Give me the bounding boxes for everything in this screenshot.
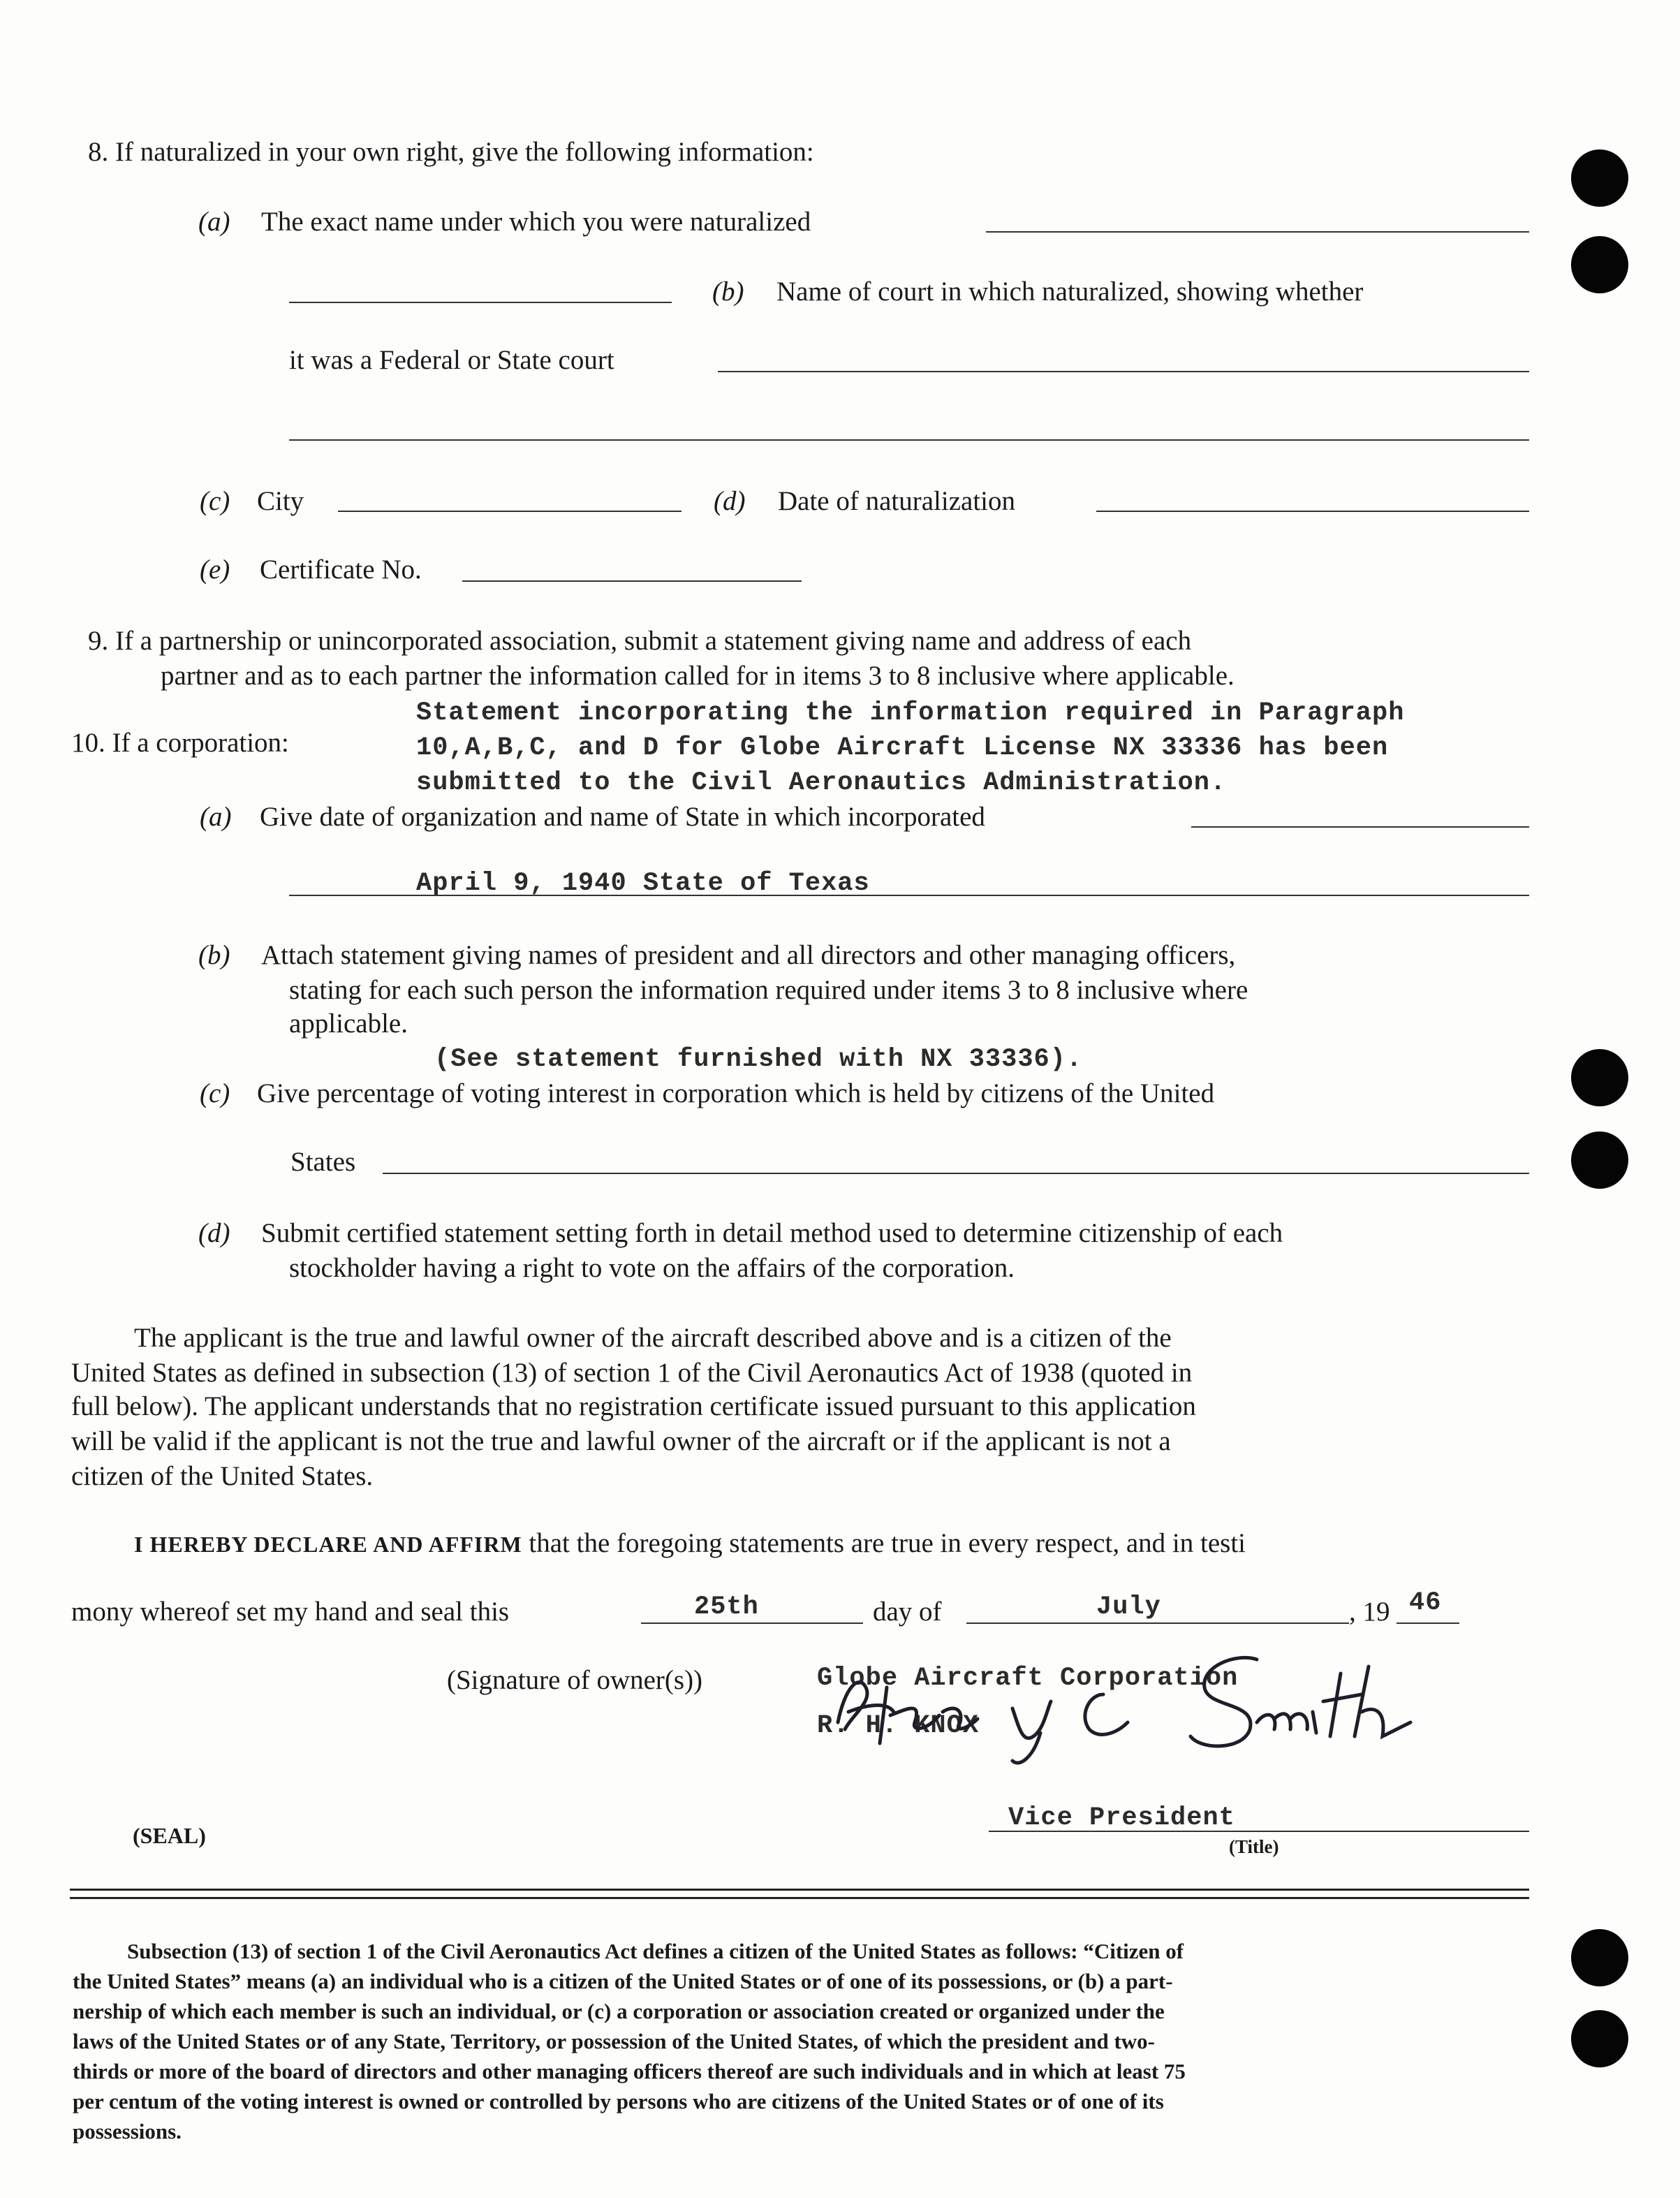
naturalized-name-field-cont[interactable] [289,302,672,303]
footnote-line7: possessions. [73,2119,182,2144]
item8-e-text: Certificate No. [260,555,422,585]
item10-c-line1: Give percentage of voting interest in corporation which is held by citizens of the United [257,1078,1215,1108]
footnote-line6: per centum of the voting interest is owned or controlled by persons who are citizens of the United States or of one of its [73,2089,1164,2113]
item10-b-line2: stating for each such person the information required under items 3 to 8 inclusive where [289,975,1248,1005]
item10-b-line3: applicable. [289,1009,408,1039]
month-value: July [1096,1592,1161,1622]
item10-b-label: (b) [198,940,230,970]
item8-a-text: The exact name under which you were naturalized [261,207,811,237]
item9-line2: partner and as to each partner the information called for in items 3 to 8 inclusive where applicable. [161,661,1235,691]
voting-percentage-field[interactable] [383,1173,1529,1174]
item8-d-label: (d) [714,486,746,516]
year-value: 46 [1409,1588,1442,1618]
signature-label: (Signature of owner(s)) [447,1665,703,1695]
footnote-line2: the United States” means (a) an individual who is a citizen of the United States or of one of its possessions, or (b) a part- [73,1969,1173,1993]
punch-hole [1571,1049,1628,1106]
declaration-line5: citizen of the United States. [71,1461,374,1491]
item10-c-label: (c) [200,1078,230,1108]
item10-a-text: Give date of organization and name of State in which incorporated [260,802,985,832]
declaration-line4: will be valid if the applicant is not the true and lawful owner of the aircraft or if the applicant is not a [71,1426,1171,1456]
item8-c-text: City [257,486,304,516]
item8-c-label: (c) [200,486,230,516]
footnote-line4: laws of the United States or of any State, Territory, or possession of the United States, of which the president and two- [73,2029,1155,2053]
punch-hole [1571,149,1628,207]
year-prefix: , 19 [1349,1597,1390,1627]
item10-typed-line2: 10,A,B,C, and D for Globe Aircraft License NX 33336 has been [416,733,1389,763]
divider-rule [70,1889,1529,1891]
declaration-line1: The applicant is the true and lawful owner of the aircraft described above and is a citizen of the [134,1323,1172,1353]
seal-label: (SEAL) [133,1823,206,1848]
item8-d-text: Date of naturalization [778,486,1016,516]
punch-hole [1571,236,1628,293]
certificate-number-field[interactable] [462,580,802,582]
item10-title: 10. If a corporation: [71,728,289,758]
item10-d-label: (d) [198,1218,230,1248]
affirm-rest: that the foregoing statements are true in every respect, and in testi [529,1528,1246,1558]
court-field[interactable] [718,371,1529,372]
owner-typed: Globe Aircraft Corporation [817,1664,1239,1693]
declaration-line3: full below). The applicant understands that no registration certificate issued pursuant to this application [71,1391,1196,1421]
punch-hole [1571,1929,1628,1986]
item8-b-text: Name of court in which naturalized, showing whether [776,277,1364,307]
incorporation-value: April 9, 1940 State of Texas [416,869,870,898]
item10-b-line1: Attach statement giving names of president and all directors and other managing officers, [261,940,1236,970]
signer-typed: R. H. KNOX [817,1711,980,1741]
item9-line1: 9. If a partnership or unincorporated association, submit a statement giving name and address of each [88,626,1192,656]
mony-text: mony whereof set my hand and seal this [71,1597,510,1627]
year-field[interactable] [1397,1622,1459,1624]
divider-rule [70,1897,1529,1899]
item10-d-line1: Submit certified statement setting forth in detail method used to determine citizenship of each [261,1218,1283,1248]
item10-d-line2: stockholder having a right to vote on the affairs of the corporation. [289,1253,1015,1283]
naturalized-name-field[interactable] [986,231,1529,233]
footnote-line1: Subsection (13) of section 1 of the Civil Aeronautics Act defines a citizen of the United States as follows: “Citizen of [127,1939,1184,1963]
title-value: Vice President [1008,1803,1235,1833]
affirm-line [134,1527,1246,1561]
item10-b-value: (See statement furnished with NX 33336). [434,1045,1083,1074]
punch-hole [1571,1131,1628,1189]
item10-typed-line1: Statement incorporating the information required in Paragraph [416,698,1405,728]
affirm-caps: I HEREBY DECLARE AND AFFIRM [134,1532,522,1557]
item8-b-text2: it was a Federal or State court [289,345,614,375]
title-label: (Title) [1229,1836,1279,1857]
item10-c-line2: States [290,1147,356,1177]
item8-b-label: (b) [712,277,744,307]
item10-typed-line3: submitted to the Civil Aeronautics Administration. [416,768,1227,798]
item8-e-label: (e) [200,555,230,585]
day-value: 25th [694,1592,759,1622]
item10-a-label: (a) [200,802,232,832]
item8-title: 8. If naturalized in your own right, give the following information: [88,137,814,167]
city-field[interactable] [338,511,681,512]
declaration-line2: United States as defined in subsection (13) of section 1 of the Civil Aeronautics Act of 1938 (quoted in [71,1358,1193,1388]
footnote-line5: thirds or more of the board of directors and other managing officers thereof are such individuals and in which at least 75 [73,2059,1186,2083]
footnote-line3: nership of which each member is such an individual, or (c) a corporation or association created or organized under the [73,1999,1165,2023]
handwritten-signature [810,1646,1508,1771]
naturalization-date-field[interactable] [1096,511,1529,512]
incorporation-field[interactable] [1191,826,1529,828]
item8-a-label: (a) [198,207,230,237]
day-of-text: day of [873,1597,942,1627]
court-field-cont[interactable] [289,439,1529,441]
punch-hole [1571,2010,1628,2067]
